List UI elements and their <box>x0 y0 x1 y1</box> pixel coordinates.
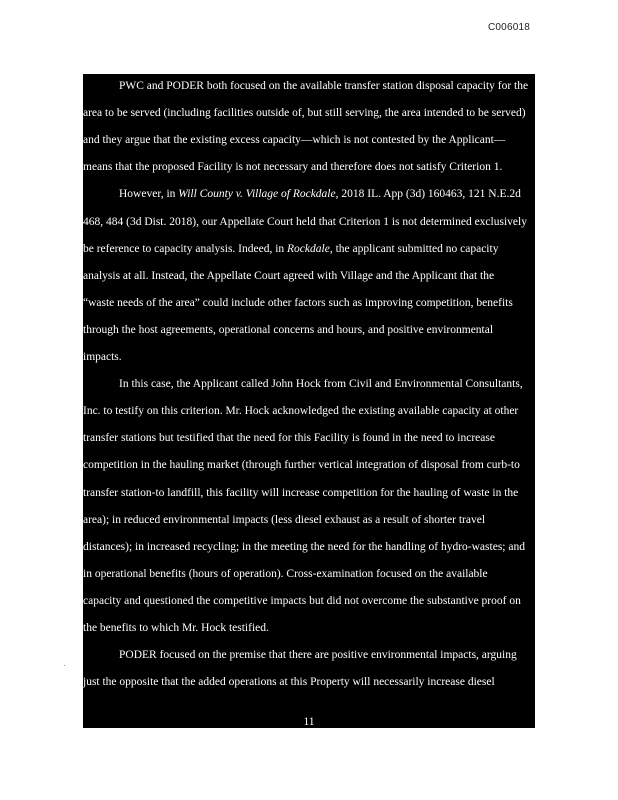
body-line: impacts. <box>83 351 122 363</box>
body-line: just the opposite that the added operations at this Property will necessarily increase diesel <box>83 676 495 689</box>
body-line: means that the proposed Facility is not necessary and therefore does not satisfy Criterion 1. <box>83 161 503 174</box>
body-line: area); in reduced environmental impacts (less diesel exhaust as a result of shorter travel <box>83 513 486 526</box>
body-line: area to be served (including facilities outside of, but still serving, the area intended to be served) <box>83 107 526 120</box>
body-line: Inc. to testify on this criterion. Mr. Hock acknowledged the existing available capacity at other <box>83 405 519 418</box>
body-line: In this case, the Applicant called John Hock from Civil and Environmental Consultants, <box>119 378 523 391</box>
body-line: transfer station-to landfill, this facility will increase competition for the hauling of waste in the <box>83 486 519 499</box>
body-line: However, in Will County v. Village of Rockdale, 2018 IL. App (3d) 160463, 121 N.E.2d <box>119 188 521 201</box>
body-line: transfer stations but testified that the need for this Facility is found in the need to increase <box>83 432 495 445</box>
body-line: PODER focused on the premise that there are positive environmental impacts, arguing <box>119 649 517 662</box>
case-citation: Rockdale <box>287 242 330 255</box>
body-line: PWC and PODER both focused on the available transfer station disposal capacity for the <box>119 80 529 92</box>
body-line: analysis at all. Instead, the Appellate Court agreed with Village and the Applicant that the <box>83 269 495 282</box>
body-line: 468, 484 (3d Dist. 2018), our Appellate Court held that Criterion 1 is not determined exclusively <box>83 215 527 228</box>
page-number: 11 <box>303 716 315 728</box>
body-line: “waste needs of the area” could include other factors such as improving competition, benefits <box>83 296 513 309</box>
scan-speck <box>64 665 65 666</box>
body-line: the benefits to which Mr. Hock testified. <box>83 622 269 634</box>
body-line: and they argue that the existing excess capacity—which is not contested by the Applicant— <box>83 134 506 147</box>
case-citation: Will County v. Village of Rockdale <box>178 188 336 201</box>
bates-number: C006018 <box>488 22 530 33</box>
body-line: capacity and questioned the competitive impacts but did not overcome the substantive proof on <box>83 594 521 607</box>
body-line: be reference to capacity analysis. Indeed, in Rockdale, the applicant submitted no capacity <box>83 242 499 255</box>
document-page <box>83 74 535 728</box>
body-line: through the host agreements, operational concerns and hours, and positive environmental <box>83 323 494 336</box>
body-line: distances); in increased recycling; in the meeting the need for the handling of hydro-wastes; and <box>83 540 525 553</box>
body-line: competition in the hauling market (through further vertical integration of disposal from curb-to <box>83 459 520 472</box>
body-line: in operational benefits (hours of operation). Cross-examination focused on the available <box>83 567 488 580</box>
